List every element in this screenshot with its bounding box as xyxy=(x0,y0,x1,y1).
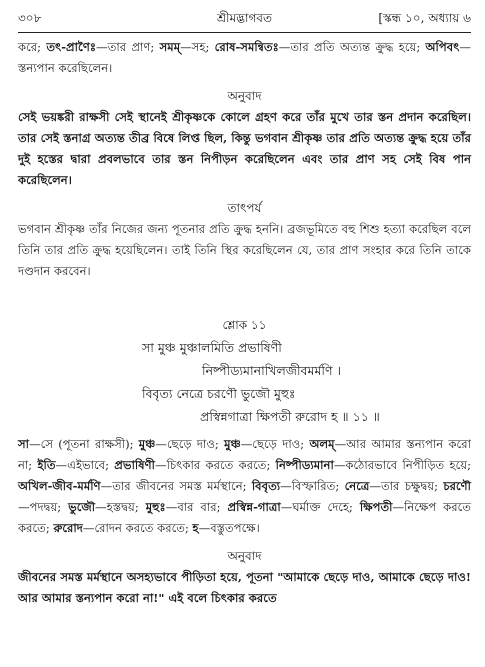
verse-line: সা মুঞ্চ মুঞ্চালমিতি প্রভাষিণী xyxy=(142,340,282,355)
purport-heading: তাৎপর্য xyxy=(227,201,262,215)
previous-synonyms: করে; তৎ-প্রাণৈঃ—তার প্রাণ; সমম্—সহ; রোষ-সমন্বিতঃ—তার প্রতি অত্যন্ত ক্রুদ্ধ হয়ে; অপিবৎ—স্তন্যপান করেছিলেন। xyxy=(18,40,471,75)
sloka-title: শ্লোক ১১ xyxy=(222,318,267,332)
purport-text: ভগবান শ্রীকৃষ্ণ তাঁর নিজের জন্য পূতনার প্রতি ক্রুদ্ধ হননি। ব্রজভূমিতে বহু শিশু হত্যা করেছিল বলে তিনি তার প্রতি ক্রুদ্ধ হয়েছিলেন। তাই তিনি স্থির করেছিলেন যে, তার প্রাণ সংহার করে তিনি তাকে দণ্ডদান করবেন। xyxy=(18,222,471,278)
header-rule xyxy=(18,32,471,33)
sloka-verse xyxy=(18,336,471,428)
chapter-reference: [স্কন্ধ ১০, অধ্যায় ৬ xyxy=(378,11,471,25)
book-title: শ্রীমদ্ভাগবত xyxy=(216,11,272,25)
translation-heading: অনুবাদ xyxy=(227,549,262,563)
verse-line: বিবৃত্য নেত্রে চরণৌ ভুজৌ মুহুঃ xyxy=(142,386,296,401)
translation-text: সেই ভয়ঙ্করী রাক্ষসী সেই স্থানেই শ্রীকৃষ্ণকে কোলে গ্রহণ করে তাঁর মুখে তার স্তন প্রদান করেছিল। তার সেই স্তনাগ্র অত্যন্ত তীব্র বিষে লিপ্ত ছিল, কিন্তু ভগবান শ্রীকৃষ্ণ তার প্রতি অত্যন্ত ক্রুদ্ধ হয়ে তাঁর দুই হস্তের দ্বারা প্রবলভাবে তার স্তন নিপীড়ন করেছিলেন এবং তার প্রাণ সহ সেই বিষ পান করেছিলেন। xyxy=(18,110,471,187)
book-page xyxy=(18,8,471,609)
verse-line: নিষ্পীড্যমানাখিলজীবমর্মণি । xyxy=(202,363,341,378)
synonyms-text: সা—সে (পূতনা রাক্ষসী); মুঞ্চ—ছেড়ে দাও; মুঞ্চ—ছেড়ে দাও; অলম্—আর আমার স্তন্যপান করো না; ইতি—এইভাবে; প্রভাষিণী—চিৎকার করতে করতে; নিষ্পীড্যমানা—কঠোরভাবে নিপীড়িত হয়ে; অখিল-জীব-মর্মণি—তার জীবনের সমস্ত মর্মস্থানে; বিবৃত্য—বিস্ফারিত; নেত্রে—তার চক্ষুদ্বয়; চরণৌ—পদদ্বয়; ভুজৌ—হস্তদ্বয়; মুহুঃ—বার বার; প্রস্বিন্ন-গাত্রা—ঘর্মাক্ত দেহে; ক্ষিপতী—নিক্ষেপ করতে করতে; রুরোদ—রোদন করতে করতে; হ—বস্তুতপক্ষে। xyxy=(18,437,471,535)
translation-text: জীবনের সমস্ত মর্মস্থানে অসহ্যভাবে পীড়িতা হয়ে, পূতনা "আমাকে ছেড়ে দাও, আমাকে ছেড়ে দাও! আর আমার স্তন্যপান করো না!" এই বলে চিৎকার করতে xyxy=(18,570,471,605)
page-number: ৩০৮ xyxy=(18,11,42,25)
running-header xyxy=(18,8,471,32)
translation-heading: অনুবাদ xyxy=(227,89,262,103)
verse-line: প্রস্বিন্নগাত্রা ক্ষিপতী রুরোদ হ ॥ ১১ ॥ xyxy=(200,409,380,424)
